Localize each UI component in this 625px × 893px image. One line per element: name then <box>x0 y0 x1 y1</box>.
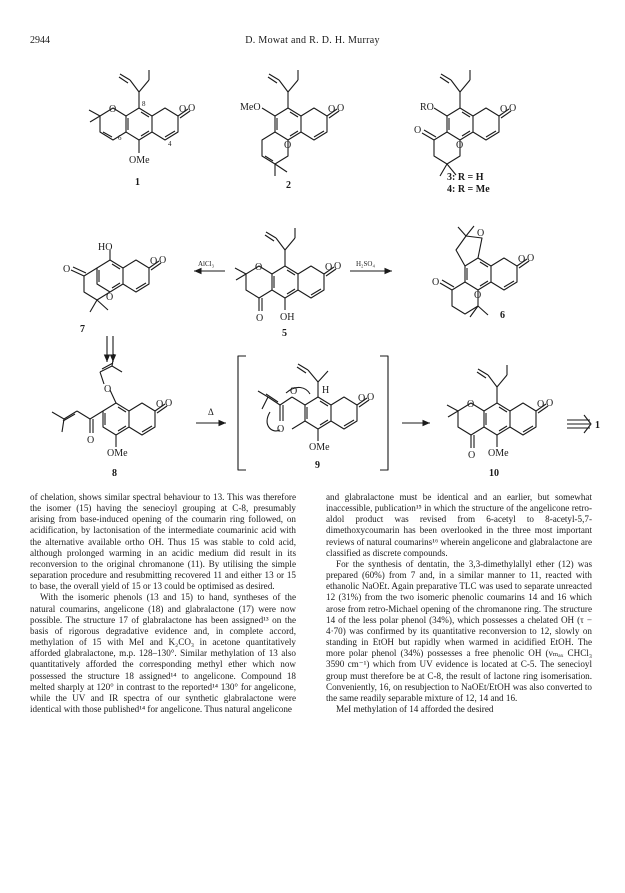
c2-atom-o-ring: O <box>328 104 336 115</box>
c1-position-8: 8 <box>142 100 146 108</box>
compound-1-structure <box>89 70 190 153</box>
c8-ome: OMe <box>107 448 128 459</box>
compound-label-10: 10 <box>489 468 499 479</box>
page-number: 2944 <box>30 35 50 46</box>
c6-atom-o-ketone: O <box>432 277 440 288</box>
compound-label-4: 4: R = Me <box>447 184 490 195</box>
c10-atom-o-ketone: O <box>468 450 476 461</box>
compound-9-structure <box>258 364 369 441</box>
c34-ro: RO <box>420 102 434 113</box>
compound-10-structure <box>447 365 548 448</box>
c9-atom-o-enol: O <box>277 424 285 435</box>
compound-label-8: 8 <box>112 468 117 479</box>
compound-8-structure <box>52 354 167 447</box>
compound-6-structure <box>440 226 529 317</box>
c1-atom-o-chromene: O <box>109 104 117 115</box>
final-product-label: 1 <box>595 420 600 431</box>
right-paragraph-2: For the synthesis of dentatin, the 3,3-dimethylallyl ether (12) was prepared (60%) from 7 and, in a similar manner to 11, reacted with ethanolic NaOEt. Again preparative TLC was used to separate unreacted 12 (31%) from the two isomeric phenolic coumarins 14 and 16 which arose from retro-Michael opening of the chromanone ring. The structure 14 of the less polar phenol (34%), which possesses a chelated OH (τ − 4·70) was confirmed by its quantitative reconversion to 12, slowly on standing in EtOH but rapidly when warmed in acidified EtOH. The more polar phenol (34%) possesses a free phenolic OH (νₘₐₓ CHCl₃ 3590 cm⁻¹) which from UV evidence is located at C-5. The senecioyl group must therefore be at C-8, the result of lactone ring isomerisation. Conveniently, 16, on resubjection to NaOEt/EtOH was also converted to the same readily separable mixture of 12, 14 and 16. <box>326 558 592 703</box>
c34-atom-o-ketone: O <box>414 125 422 136</box>
compound-label-2: 2 <box>286 180 291 191</box>
c5-atom-o-carbonyl: O <box>334 261 342 272</box>
arrow-label-delta: Δ <box>208 407 214 417</box>
c10-atom-o-carbonyl: O <box>546 398 554 409</box>
c10-atom-o-chroman: O <box>467 399 475 410</box>
c9-atom-o-ring: O <box>358 393 366 404</box>
c6-atom-o-furan: O <box>477 228 485 239</box>
compound-7-structure <box>71 250 161 312</box>
compound-label-5: 5 <box>282 328 287 339</box>
c1-atom-o-carbonyl: O <box>188 103 196 114</box>
c2-atom-o-carbonyl: O <box>337 103 345 114</box>
compound-5-structure <box>235 228 336 311</box>
c2-meo: MeO <box>240 102 261 113</box>
c10-atom-o-ring: O <box>537 399 545 410</box>
c9-ome: OMe <box>309 442 330 453</box>
compound-label-9: 9 <box>315 460 320 471</box>
c9-atom-o-carbonyl: O <box>367 392 375 403</box>
c34-atom-o-chroman: O <box>456 140 464 151</box>
c5-atom-o-chroman: O <box>255 262 263 273</box>
arrow-label-alcl3: AlCl₃ <box>198 260 215 268</box>
c6-atom-o-ring: O <box>518 254 526 265</box>
c6-atom-o-carbonyl: O <box>527 253 535 264</box>
right-text-column <box>326 492 592 715</box>
c1-atom-o-ring: O <box>179 104 187 115</box>
c5-oh: OH <box>280 312 295 323</box>
c8-atom-o-ring: O <box>156 399 164 410</box>
compound-label-1: 1 <box>135 177 140 188</box>
running-authors: D. Mowat and R. D. H. Murray <box>245 35 380 46</box>
compound-3-4-structure <box>422 70 511 176</box>
c9-atom-h: H <box>322 385 330 396</box>
c34-atom-o-ring: O <box>500 104 508 115</box>
c8-atom-o-ether: O <box>104 384 112 395</box>
c5-atom-o-ring: O <box>325 262 333 273</box>
c8-atom-o-carbonyl: O <box>165 398 173 409</box>
c7-atom-o-ring: O <box>150 256 158 267</box>
c7-atom-o-carbonyl: O <box>159 255 167 266</box>
left-paragraph-1: of chelation, shows similar spectral behaviour to 13. This was therefore the isomer (15) having the senecioyl grouping at C-8, presumably arising from base-induced opening of the coumarin ring followed, on acidification, by lactonisation of the intermediate coumarinic acid with the alternative available ortho OH. Thus 15 was stable to cold acid, although prolonged warming in an acidic medium did result in its reconversion to the original chromanone (11). By utilising the simple separation procedure and resubmitting recovered 11 and either 13 or 15 to base, the overall yield of 15 or 13 could be optimised as desired. <box>30 492 296 592</box>
c7-atom-o-ketone: O <box>63 264 71 275</box>
right-paragraph-3: MeI methylation of 14 afforded the desired <box>336 703 494 714</box>
c1-position-4: 4 <box>168 140 172 148</box>
c1-position-6: 6 <box>118 134 122 142</box>
c5-atom-o-ketone: O <box>256 313 264 324</box>
c10-ome: OMe <box>488 448 509 459</box>
arrow-label-h2so4: H₂SO₄ <box>356 260 375 268</box>
c6-atom-o-chroman: O <box>474 290 482 301</box>
c9-atom-o-ether: O <box>290 386 298 397</box>
right-paragraph-1: and glabralactone must be identical and an earlier, but somewhat inaccessible, publication¹⁵ in which the structure of the angelicone retro-aldol product was revised from 6-acetyl to 8-acetyl-5,7-dimethoxycoumarin has been overlooked in the three most important reviews of natural coumarins¹⁶ wherein angelicone and glabralactone are classified as discrete compounds. <box>326 492 592 558</box>
c2-atom-o-chromene: O <box>284 140 292 151</box>
left-text-column <box>30 492 296 715</box>
c34-atom-o-carbonyl: O <box>509 103 517 114</box>
compound-2-structure <box>262 70 339 176</box>
compound-label-7: 7 <box>80 324 85 335</box>
left-paragraph-2: With the isomeric phenols (13 and 15) to hand, syntheses of the natural coumarins, angelicone (18) and glabralactone (17) were now possible. The structure 17 of glabralactone has been assigned¹³ on the basis of rigorous degradative evidence and, in complete accord, methylation of 15 with MeI and K₂CO₃ in acetone quantitatively afforded glabralactone, m.p. 128–130°. Similar methylation of 13 also quantitatively afforded the corresponding methyl ether which now possessed the structure 18 assigned¹⁴ to angelicone. Compound 18 melted sharply at 120° in contrast to the reported¹⁴ 130° for angelicone, while the UV and IR spectra of our synthetic glabralactone were identical with those published¹⁴ for angelicone. Thus natural angelicone <box>30 592 296 714</box>
c8-atom-o-ketone: O <box>87 435 95 446</box>
c7-atom-o-chroman: O <box>106 292 114 303</box>
c1-ome: OMe <box>129 155 150 166</box>
compound-label-3: 3: R = H <box>447 172 484 183</box>
compound-label-6: 6 <box>500 310 505 321</box>
c7-ho: HO <box>98 242 113 253</box>
